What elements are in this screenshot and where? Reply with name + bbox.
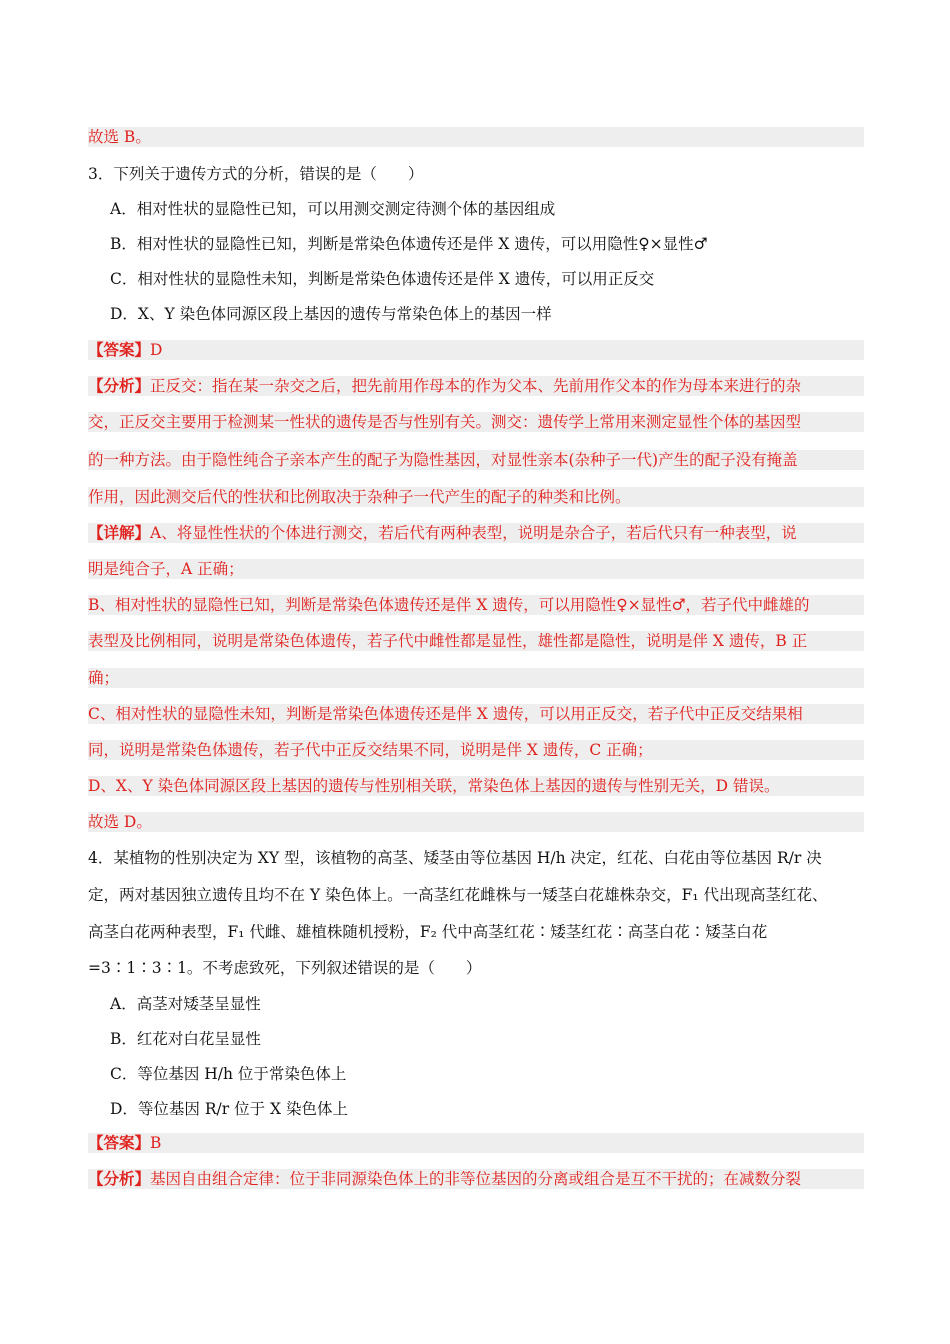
q3-option-b: B．相对性状的显隐性已知，判断是常染色体遗传还是伴 X 遗传，可以用隐性♀×显性♂ xyxy=(110,235,708,253)
q4-stem-line: =3∶1∶3∶1。不考虑致死，下列叙述错误的是（ ） xyxy=(88,959,482,977)
analysis-tag: 【分析】 xyxy=(88,1169,151,1188)
q3-detail-line: 确； xyxy=(88,668,864,688)
analysis-text: 正反交：指在某一杂交之后，把先前用作母本的作为父本、先前用作父本的作为母本来进行的杂 xyxy=(150,377,802,395)
q3-detail-line: C、相对性状的显隐性未知，判断是常染色体遗传还是伴 X 遗传，可以用正反交，若子代中正反交结果相 xyxy=(88,704,864,724)
q3-analysis-line: 作用，因此测交后代的性状和比例取决于杂种子一代产生的配子的种类和比例。 xyxy=(88,487,864,507)
answer-value: D xyxy=(150,341,163,359)
q4-stem-line: 4．某植物的性别决定为 XY 型，该植物的高茎、矮茎由等位基因 H/h 决定，红花、白花由等位基因 R/r 决 xyxy=(88,849,822,867)
q4-option-d: D．等位基因 R/r 位于 X 染色体上 xyxy=(110,1100,348,1118)
q4-answer xyxy=(88,1133,864,1153)
answer-tag: 【答案】 xyxy=(88,1133,151,1152)
q3-analysis-line: 交，正反交主要用于检测某一性状的遗传是否与性别有关。测交：遗传学上常用来测定显性个体的基因型 xyxy=(88,412,864,432)
q3-detail-line: B、相对性状的显隐性已知，判断是常染色体遗传还是伴 X 遗传，可以用隐性♀×显性♂，若子代中雌雄的 xyxy=(88,595,864,615)
detail-text: A、将显性性状的个体进行测交，若后代有两种表型，说明是杂合子，若后代只有一种表型，说 xyxy=(150,524,797,542)
q4-stem-line: 高茎白花两种表型，F₁ 代雌、雄植株随机授粉，F₂ 代中高茎红花∶矮茎红花∶高茎白花∶矮茎白花 xyxy=(88,923,768,941)
q3-detail-line: 同，说明是常染色体遗传，若子代中正反交结果不同，说明是伴 X 遗传，C 正确； xyxy=(88,740,864,760)
q3-option-c: C．相对性状的显隐性未知，判断是常染色体遗传还是伴 X 遗传，可以用正反交 xyxy=(110,270,655,288)
q3-option-d: D．X、Y 染色体同源区段上基因的遗传与常染色体上的基因一样 xyxy=(110,305,552,323)
analysis-text: 基因自由组合定律：位于非同源染色体上的非等位基因的分离或组合是互不干扰的；在减数分裂 xyxy=(150,1170,802,1188)
q4-option-c: C．等位基因 H/h 位于常染色体上 xyxy=(110,1065,347,1083)
q4-option-a: A．高茎对矮茎呈显性 xyxy=(110,995,261,1013)
analysis-tag: 【分析】 xyxy=(88,376,151,395)
detail-tag: 【详解】 xyxy=(88,523,151,542)
previous-conclusion: 故选 B。 xyxy=(88,127,864,147)
q4-option-b: B．红花对白花呈显性 xyxy=(110,1030,261,1048)
q3-detail-line xyxy=(88,523,864,543)
q3-detail-line: 故选 D。 xyxy=(88,812,864,832)
q3-option-a: A．相对性状的显隐性已知，可以用测交测定待测个体的基因组成 xyxy=(110,200,556,218)
q3-stem: 3．下列关于遗传方式的分析，错误的是（ ） xyxy=(88,165,424,183)
q3-answer xyxy=(88,340,864,360)
q4-analysis-line xyxy=(88,1169,864,1189)
q3-detail-line: D、X、Y 染色体同源区段上基因的遗传与性别相关联，常染色体上基因的遗传与性别无关，D 错误。 xyxy=(88,776,864,796)
q3-detail-line: 表型及比例相同，说明是常染色体遗传，若子代中雌性都是显性，雄性都是隐性，说明是伴 X 遗传，B 正 xyxy=(88,631,864,651)
q4-stem-line: 定，两对基因独立遗传且均不在 Y 染色体上。一高茎红花雌株与一矮茎白花雄株杂交，F₁ 代出现高茎红花、 xyxy=(88,886,828,904)
q3-analysis-line xyxy=(88,376,864,396)
q3-analysis-line: 的一种方法。由于隐性纯合子亲本产生的配子为隐性基因，对显性亲本(杂种子一代)产生的配子没有掩盖 xyxy=(88,450,864,470)
q3-detail-line: 明是纯合子，A 正确； xyxy=(88,559,864,579)
answer-tag: 【答案】 xyxy=(88,340,151,359)
answer-value: B xyxy=(150,1134,162,1152)
